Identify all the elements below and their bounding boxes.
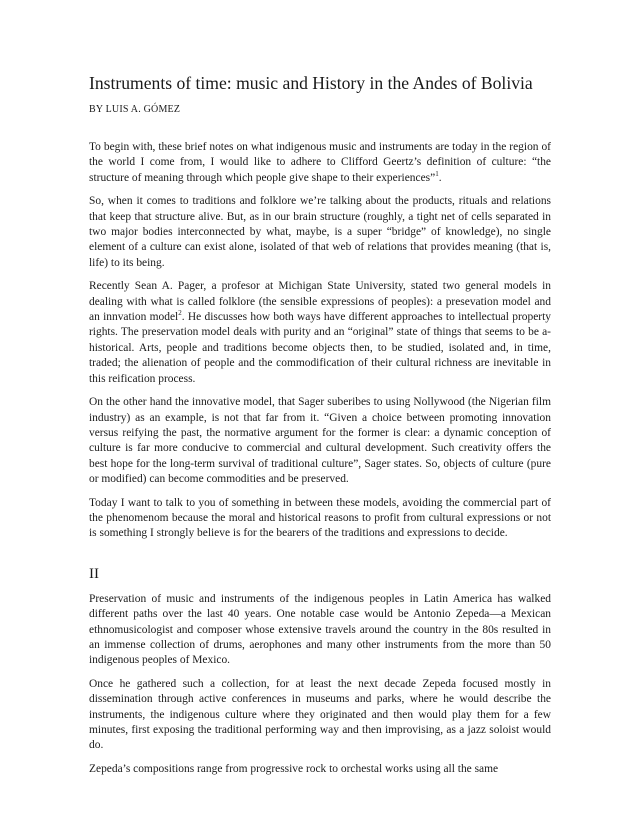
body-text (89, 140, 551, 777)
footnote-marker[interactable]: 1 (435, 170, 439, 178)
paragraph: Once he gathered such a collection, for at least the next decade Zepeda focused mostly in dissemination through active conferences in museums and parks, where he would describe the instruments, the indigenous culture where they originated and then would play them for a few minutes, first exposing the traditional performing way and then improvising, as a jazz soloist would do. (89, 677, 551, 752)
paragraph-text: To begin with, these brief notes on what indigenous music and instruments are today in the region of the world I come from, I would like to adhere to Clifford Geertz’s definition of culture: “the structure of meaning through which people give shape to their experiences” (89, 141, 551, 184)
document-page (89, 72, 551, 785)
paragraph (89, 140, 551, 186)
author-byline-text: BY LUIS A. GÓMEZ (89, 104, 181, 115)
footnote-marker[interactable]: 2 (178, 309, 182, 318)
paragraph: Today I want to talk to you of something in between these models, avoiding the commercial part of the phenomenom because the moral and historical reasons to profit from cultural expressions or not is something I strongly believe is for the bearers of the traditions and expressions to decide. (89, 496, 551, 540)
paragraph-text: . He discusses how both ways have different approaches to intellectual property rights. The preservation model deals with purity and an “original” state of things that seems to be a-historical. Arts, people and traditions become objects then, to be studied, isolated and, in time, traded; the alienation of people and the commodification of their cultural richness are inevitable in this reification process. (89, 311, 551, 385)
paragraph-text: Recently Sean A. Pager, a profesor at Michigan State University, stated two general models in dealing with what is called folklore (the sensible expressions of peoples): a presevation model and an innvation model (89, 280, 551, 324)
document-title: Instruments of time: music and History in the Andes of Bolivia (89, 73, 533, 93)
paragraph-text: . (438, 171, 442, 184)
paragraph: So, when it comes to traditions and folklore we’re talking about the products, rituals and relations that keep that structure alive. But, as in our brain structure (roughly, a tight net of cells separated in two major bodies interconnected by what, maybe, is a super “bridge” of knowledge), no single element of a culture can exist alone, isolated of that web of relations that provides meaning (that is, life) to its being. (89, 195, 551, 269)
section-heading: II (89, 565, 99, 582)
paragraph: Preservation of music and instruments of the indigenous peoples in Latin America has walked different paths over the last 40 years. One notable case would be Antonio Zepeda—a Mexican ethnomusicologist and composer whose extensive travels around the country in the 80s resulted in an immense collection of drums, aerophones and many other instruments from the more than 50 indigenous peoples of Mexico. (89, 592, 551, 667)
paragraph: Zepeda’s compositions range from progressive rock to orchestal works using all the same (89, 762, 499, 775)
paragraph: On the other hand the innovative model, that Sager suberibes to using Nollywood (the Nigerian film industry) as an example, is not that far from it. “Given a choice between promoting innovation versus reifying the past, the normative argument for the former is clear: a dynamic conception of culture is far more conducive to commercial and cultural development. Such creativity offers the best hope for the long-term survival of traditional culture”, Sager states. So, objects of culture (pure or modified) can become commodities and be preserved. (89, 396, 551, 486)
author-byline (89, 103, 551, 117)
paragraph (89, 279, 551, 387)
